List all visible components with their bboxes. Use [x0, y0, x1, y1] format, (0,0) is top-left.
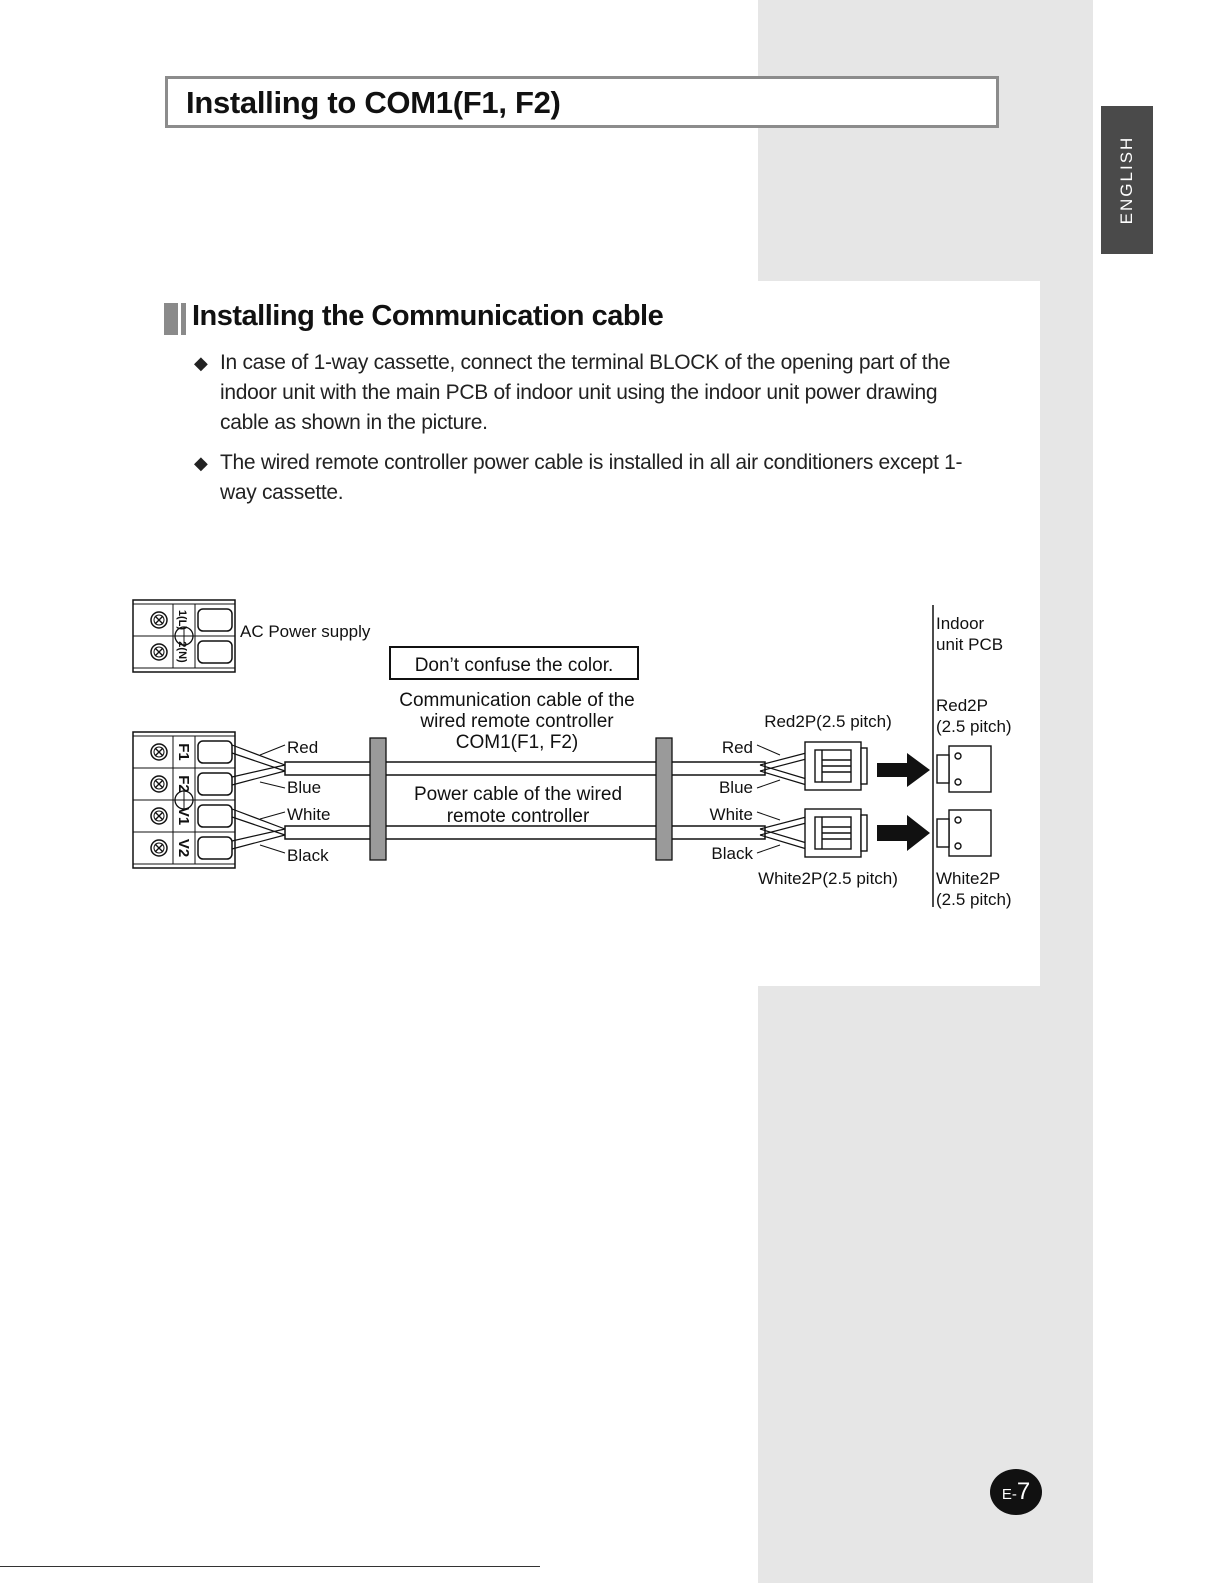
- left-wire-fanout: [232, 745, 285, 849]
- diamond-bullet-icon: ◆: [194, 453, 208, 473]
- pcb-red-socket: [937, 746, 991, 792]
- ac-terminal-block: [133, 600, 235, 672]
- comm-cable-label-line2: wired remote controller: [420, 711, 614, 732]
- bullet-list: [194, 348, 984, 518]
- sidebar-background-top: [758, 0, 1093, 281]
- comm-terminal-block: [133, 732, 235, 868]
- ac-terminal-n-label: 2(N): [176, 641, 188, 663]
- sidebar-background-middle: [1040, 281, 1093, 986]
- page-number-prefix: E-: [1001, 1486, 1017, 1503]
- power-cable-label-line1: Power cable of the wired: [413, 784, 623, 805]
- indoor-pcb-label-line2: unit PCB: [936, 635, 1004, 654]
- right-wire-fanout: [760, 752, 810, 850]
- wire-label-blue-left: Blue: [287, 778, 322, 797]
- page-title-box: [165, 76, 999, 128]
- red-connector-label: Red2P(2.5 pitch): [764, 712, 892, 731]
- list-item: [194, 348, 984, 438]
- comm-cable-label-line1: Communication cable of the: [399, 690, 635, 711]
- indoor-pcb-label-line1: Indoor: [936, 614, 985, 633]
- white-connector-label: White2P(2.5 pitch): [758, 869, 898, 888]
- ac-terminal-l-label: 1(L): [176, 609, 188, 631]
- terminal-v2-label: V2: [175, 838, 192, 858]
- power-cable-label-line2: remote controller: [446, 806, 590, 827]
- communication-cable: [285, 762, 765, 775]
- list-item: [194, 448, 984, 508]
- warning-text: Don’t confuse the color.: [414, 655, 614, 676]
- terminal-v1-label: V1: [175, 806, 192, 826]
- page-number-badge: [990, 1469, 1042, 1515]
- pcb-red-label-line2: (2.5 pitch): [936, 717, 1012, 736]
- page-number: 7: [1016, 1478, 1031, 1505]
- wire-label-black-right: Black: [711, 844, 753, 863]
- wiring-diagram: [125, 595, 1025, 915]
- wire-label-white-left: White: [287, 805, 331, 824]
- cable-clamp-left: [370, 738, 386, 860]
- diamond-bullet-icon: ◆: [194, 353, 208, 373]
- pcb-white-socket: [937, 810, 991, 856]
- white-connector-plug: [805, 809, 867, 857]
- bullet-text: The wired remote controller power cable is installed in all air conditioners except 1-way cassette.: [220, 451, 963, 504]
- sidebar-background-bottom: [758, 986, 1093, 1583]
- power-cable: [285, 826, 765, 839]
- pcb-white-label-line2: (2.5 pitch): [936, 890, 1012, 909]
- section-marker: [164, 303, 186, 335]
- bullet-text: In case of 1-way cassette, connect the terminal BLOCK of the opening part of the indoor unit with the main PCB of indoor unit using the indoor unit power drawing cable as shown in the picture.: [220, 351, 951, 434]
- pcb-red-label-line1: Red2P: [936, 696, 988, 715]
- wire-label-red-right: Red: [721, 738, 753, 757]
- left-leader-lines: [260, 745, 285, 853]
- footer-rule: [0, 1566, 540, 1567]
- wire-label-white-right: White: [709, 805, 753, 824]
- terminal-f1-label: F1: [175, 743, 192, 761]
- arrow-right-icon: [877, 815, 930, 851]
- comm-cable-label-line3: COM1(F1, F2): [455, 732, 579, 753]
- red-connector-plug: [805, 742, 867, 790]
- section-title: Installing the Communication cable: [192, 300, 664, 332]
- wire-label-blue-right: Blue: [718, 778, 753, 797]
- cable-clamp-right: [656, 738, 672, 860]
- language-tab: [1101, 106, 1153, 254]
- terminal-f2-label: F2: [175, 775, 192, 793]
- wire-label-red-left: Red: [287, 738, 319, 757]
- page-title: Installing to COM1(F1, F2): [186, 85, 561, 120]
- arrow-right-icon: [877, 753, 930, 787]
- language-tab-label: ENGLISH: [1117, 135, 1136, 225]
- wire-label-black-left: Black: [287, 846, 329, 865]
- pcb-white-label-line1: White2P: [936, 869, 1001, 888]
- ac-power-supply-label: AC Power supply: [240, 622, 371, 641]
